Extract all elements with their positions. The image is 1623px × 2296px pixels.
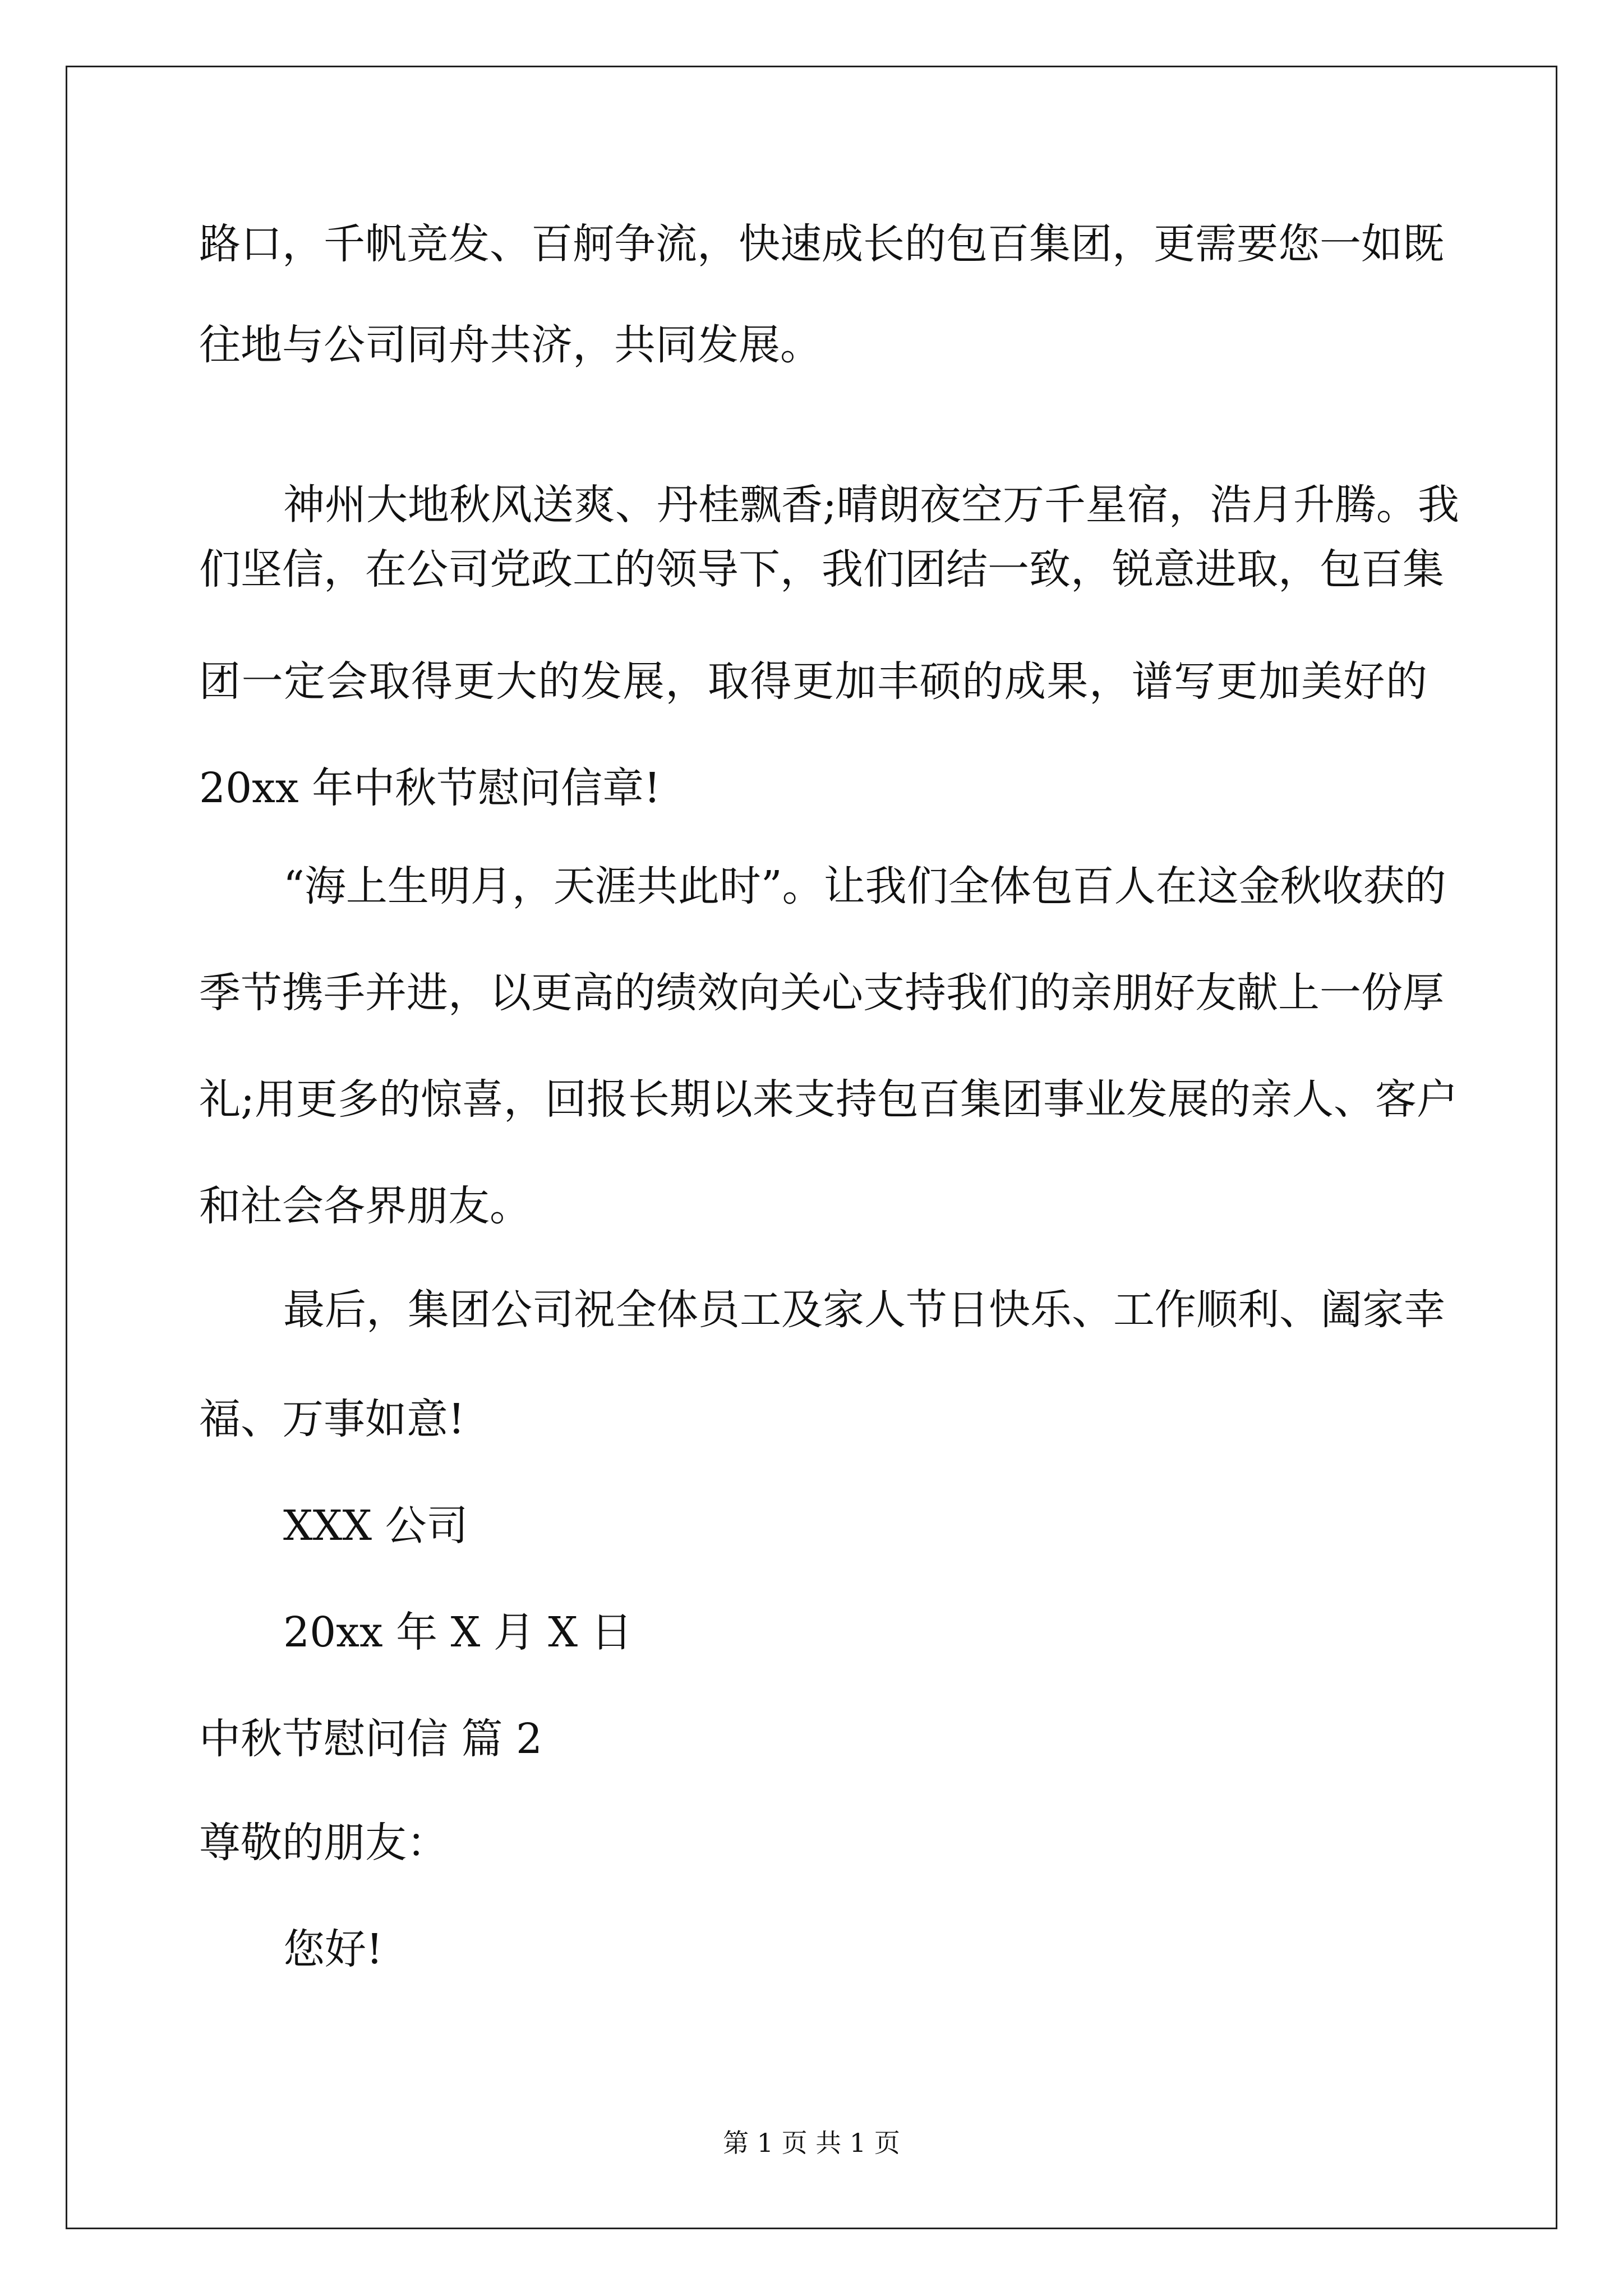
signature-company: XXX 公司 (283, 1502, 468, 1550)
page-footer: 第 1 页 共 1 页 (723, 2128, 900, 2158)
paragraph-line: 季节携手并进，以更高的绩效向关心支持我们的亲朋好友献上一份厚 (199, 969, 1444, 1017)
paragraph-line: 路口，千帆竞发、百舸争流，快速成长的包百集团，更需要您一如既 (199, 220, 1444, 268)
paragraph-line: “海上生明月，天涯共此时”。让我们全体包百人在这金秋收获的 (283, 862, 1446, 910)
paragraph-line: 和社会各界朋友。 (199, 1182, 531, 1230)
page-border (66, 66, 1557, 2229)
signature-date: 20xx 年 X 月 X 日 (283, 1608, 633, 1657)
paragraph-line: 福、万事如意! (199, 1395, 465, 1443)
paragraph-line: 们坚信，在公司党政工的领导下，我们团结一致，锐意进取，包百集 (199, 545, 1444, 593)
paragraph-line: 往地与公司同舟共济，共同发展。 (199, 321, 822, 369)
paragraph-line: 礼;用更多的惊喜，回报长期以来支持包百集团事业发展的亲人、客户 (199, 1075, 1458, 1124)
section-heading: 中秋节慰问信 篇 2 (199, 1715, 543, 1763)
paragraph-line: 20xx 年中秋节慰问信章! (199, 764, 661, 812)
paragraph-line: 神州大地秋风送爽、丹桂飘香;晴朗夜空万千星宿，浩月升腾。我 (283, 481, 1459, 529)
paragraph-line: 最后，集团公司祝全体员工及家人节日快乐、工作顺利、阖家幸 (283, 1286, 1445, 1334)
greeting: 您好! (283, 1925, 383, 1973)
paragraph-line: 团一定会取得更大的发展，取得更加丰硕的成果，谱写更加美好的 (199, 657, 1427, 706)
salutation: 尊敬的朋友： (199, 1819, 448, 1867)
